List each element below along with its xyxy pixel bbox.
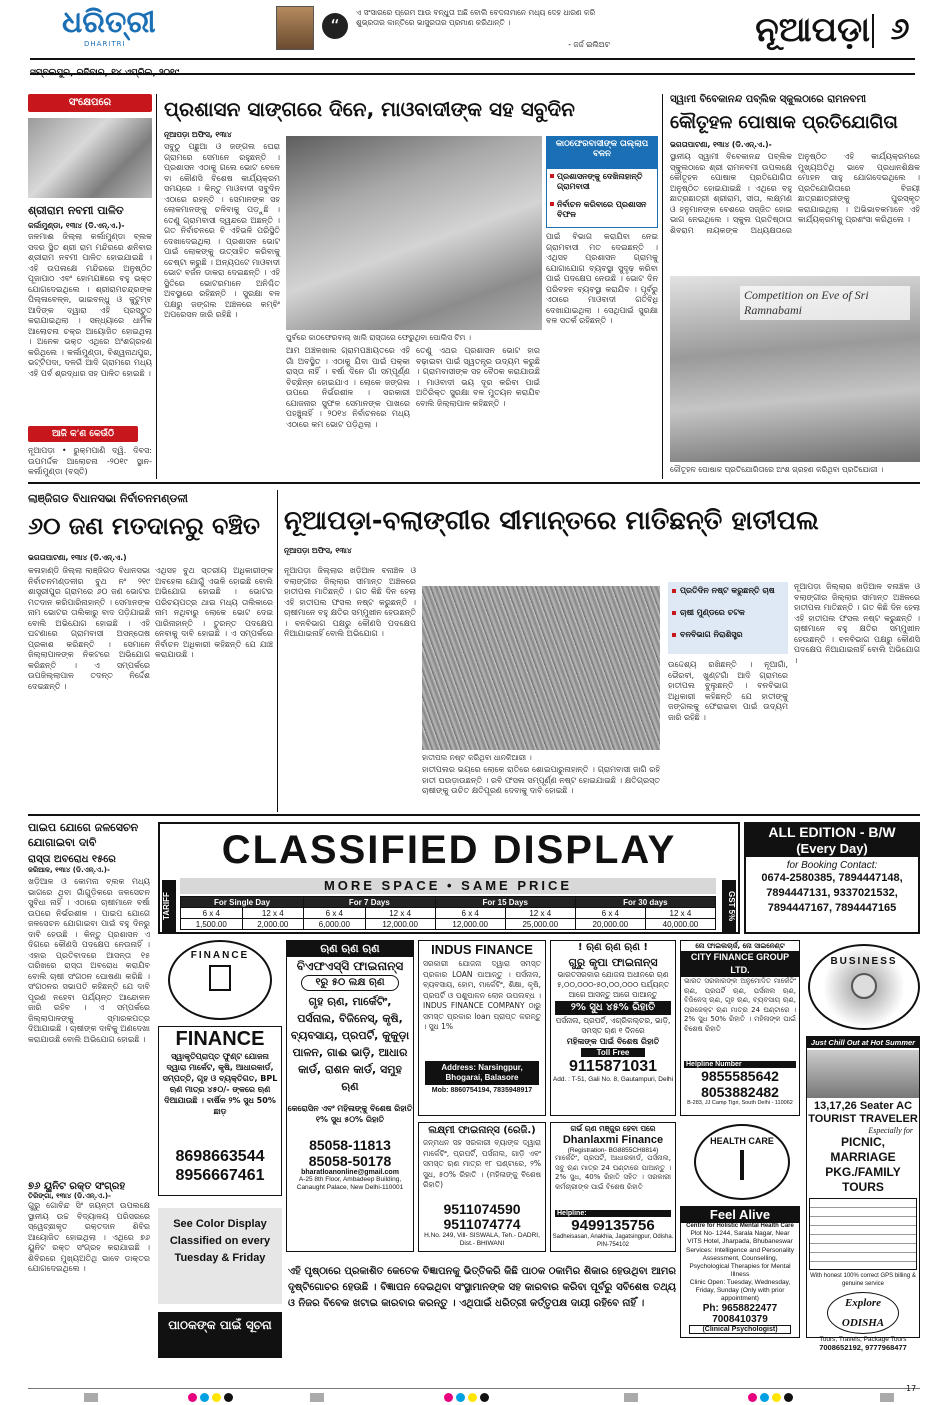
story1-col4: ତେଣୁ ଏଥର ପ୍ରଶାସନ ଭୋଟ ହାର ବଢ଼ାଇବା ପାଇଁ ସ୍ୱତନ୍ତ୍ର ଉଦ୍ୟମ କରୁଛି । ଗ୍ରାମବାସୀଙ୍କ ସହ ବୈଠକ କରାଯାଉଛି । ମାଓବାଦୀ ଭୟ ଦୂର କରିବା ପାଇଁ ଅତିରିକ୍ତ ସୁରକ୍ଷା ବଳ ମୁତୟନ କରାଯିବ ବୋଲି ଜିଲ୍ଲାପାଳ କହିଛନ୍ତି । [416, 346, 540, 408]
bfsi-phone: 85058-50178 [308, 1153, 392, 1169]
indus-body: ସରକାରୀ ଯୋଜନା ଦ୍ୱାରା ସମସ୍ତ ପ୍ରକାର LOAN ପାଆନ୍ତୁ । ପର୍ସନାଲ, ବ୍ୟବସାୟ, ହୋମ, ମାର୍କେଟିଂ, ଶିକ୍ଷା, କୃଷି, ପ୍ରପର୍ଟି ଓ ପଶୁପାଳନ ଲୋନ ଉପଲବ୍ଧ । INDUS FINANCE COMPANY ଠାରୁ ସମସ୍ତ ପ୍ରକାର loan ପ୍ରାପ୍ତ କରନ୍ତୁ । ସୁଧ 1% [423, 959, 541, 1031]
story2-pre-headline: ସ୍ୱାମୀ ବିବେକାନନ୍ଦ ପବ୍ଲିକ ସ୍କୁଲଠାରେ ରାମନବମୀ [670, 94, 867, 105]
author-portrait [276, 6, 314, 50]
story4-sidebar-item: ପ୍ରତିଦିନ ନଷ୍ଟ କରୁଛନ୍ତି ଚାଷ [668, 582, 788, 604]
story1-photo-caption: ପୁର୍ବରେ କାଠଫେରବାଲ୍ ଖାଲି ରାସ୍ତାରେ ଫେରୁଥିବା ପୋଲିସ ଟିମ । [286, 333, 471, 342]
story1-dateline: ନୂଆପଡ଼ା ଅଫିସ, ୧୩ା୪ [164, 130, 232, 139]
print-number: 17 [906, 1384, 917, 1393]
story1-col3: ଆମ ଅଞ୍ଚଳଖାଲ ଗ୍ରାମପଞ୍ଚାୟତରେ ଏହି ଗାଁ ଅବସ୍ଥିତ । ଏଠାକୁ ଯିବା ପାଇଁ ପକ୍କା ରାସ୍ତା ନାହିଁ । ବର୍ଷା ଦିନେ ଗାଁ ସମ୍ପୂର୍ଣ୍ଣ ବିଚ୍ଛିନ୍ନ ହୋଇଯାଏ । ଲୋକେ ଜଙ୍ଗଲ ଉପରେ ନିର୍ଭରଶୀଳ । ସରକାରୀ ଯୋଜନାର ସୁଫଳ ସେମାନଙ୍କ ପାଖରେ ପହଞ୍ଚୁନାହିଁ । ୨୦୧୪ ନିର୍ବାଚନରେ ମଧ୍ୟ ଏଠାରେ କମ ଭୋଟ ପଡ଼ିଥିଲା । [286, 346, 410, 429]
feel-phone: Ph: 9658822477 [702, 1303, 778, 1314]
column-rule [662, 94, 663, 479]
bus-photo [807, 1050, 919, 1098]
column-rule [277, 490, 278, 812]
classified-header [158, 822, 740, 934]
bullet-icon [672, 633, 676, 637]
reg-mark [624, 1393, 638, 1402]
dhan-title: Dhanlaxmi Finance [562, 1134, 664, 1146]
booking-label: for Booking Contact: [786, 860, 878, 871]
today-text: ନୂଆପଡ଼ା • ରୁକ୍ମପାଣି ଦ୍ୱି. ଦିବସ: ଉପମର୍ଦ୍ଦକ ଆଲୋଚନା -୨୦୧୯ ସ୍ଥାନ- କର୍ଲାମୁଣ୍ଡା (ବସ୍ତି) [28, 446, 152, 476]
today-badge: ଆଜି କ'ଣ କେଉଁଠି [28, 426, 138, 442]
edition-sub: (Every Day) [746, 841, 918, 857]
quote-author: - ଜର୍ଜ ଇଲିଅଟ [568, 40, 610, 49]
health-care-title: HEALTH CARE [710, 1136, 774, 1146]
laxmi-body: ଜନ୍ମଧନ ସହ ସରକାରୀ ବ୍ୟାଙ୍କ ଦ୍ୱାରା ମାର୍କେଟିଂ, ପ୍ରପର୍ଟି, ପର୍ସନାଲ, ଗାଡ଼ି ଏବଂ ସମସ୍ତ ଋଣ ମାତ୍ର ୧୮ ଘଣ୍ଟାରେ, ୨% ସୁଧ, ୫୦% ରିହାତି । (ମହିଳାଙ୍କୁ ବିଶେଷ ରିହାତି) [423, 1138, 541, 1189]
story5-kicker: ରାସ୍ତା ଅବରୋଧ ୧୫ରେ [28, 854, 116, 865]
tariff-period: For Single Day [181, 897, 304, 908]
story4-sidebar [668, 582, 788, 654]
finance-panel [158, 1026, 282, 1196]
section-name: ନୂଆପଡ଼ା [755, 10, 870, 50]
edition-title: ALL EDITION - B/W [746, 824, 918, 841]
section-divider [872, 14, 874, 48]
health-care-logo [694, 1124, 790, 1200]
reg-mark [212, 1393, 221, 1402]
reg-mark [468, 1393, 477, 1402]
tariff-price: 40,000.00 [645, 919, 715, 930]
reg-mark [224, 1393, 233, 1402]
brief-photo [28, 118, 152, 198]
story5-sub-headline: ୭୬ ୟୁନିଟ ରକ୍ତ ସଂଗ୍ରହ [28, 1181, 126, 1192]
story5-sub-body: ଗୁରୁ ଗୋବିନ୍ଦ ସିଂ ଜୟନ୍ତୀ ଉପଲକ୍ଷେ ସ୍ଥାନୀୟ ଉଚ୍ଚ ବିଦ୍ୟାଳୟ ପରିସରରେ ସ୍ୱେଚ୍ଛାକୃତ ରକ୍ତଦାନ ଶିବିର ଆୟୋଜିତ ହୋଇଥିଲା । ଏଥିରେ ୭୬ ୟୁନିଟ ରକ୍ତ ସଂଗ୍ରହ କରାଯାଇଛି । ଶିବିରରେ ମୁଖ୍ୟଅତିଥି ଭାବେ ଡାକ୍ତର ଯୋଗଦେଇଥିଲେ । [28, 1201, 150, 1273]
city-body: ଭାରତ ସରକାରଙ୍କ ଅନୁମୋଦିତ ମାର୍କେଟିଂ ଋଣ, ପ୍ରପର୍ଟି ଋଣ, ପର୍ସନାଲ ଋଣ, ବିଜିନେସ୍ ଋଣ, ଗୃହ ଋଣ, ବ୍ୟବସାୟ ଋଣ, ପ୍ରଜେକ୍ଟ ଋଣ ମାତ୍ର 24 ଘଣ୍ଟାରେ । 2% ସୁଧ 50% ରିହାତି । ମହିଳାଙ୍କ ପାଇଁ ବିଶେଷ ରିହାତି [684, 977, 796, 1033]
reg-mark [760, 1393, 769, 1402]
ad-indus [418, 940, 546, 1116]
registration-marks [0, 1384, 945, 1405]
city-top: ନୋ ଫାଇଲଚାର୍ଜ, ନୋ ସାଇନେଣ୍ଟ [695, 942, 785, 950]
story4-sidebar-item: ବନବିଭାଗ ନିରାଶିସ୍ତ୍ର [668, 626, 788, 648]
tariff-period: For 7 Days [304, 897, 436, 908]
ad-laxmi [418, 1122, 546, 1252]
bullet-icon [550, 174, 554, 178]
travel-title: PICNIC, MARRIAGE PKG./FAMILY TOURS [825, 1135, 901, 1194]
ad-see-color [158, 1208, 282, 1304]
indus-title: INDUS FINANCE [431, 942, 533, 957]
ad-city-finance [680, 940, 800, 1116]
tariff-label: TARIFF [162, 880, 176, 932]
story3-col2: ଏଥିସହ ବୁଥ ସ୍ତରୀୟ ଅଧିକାରୀଙ୍କ ଅବହେଳା ଯୋଗୁଁ ଏଭଳି ହୋଇଛି ବୋଲି ଅଭିଯୋଗ ହୋଇଛି । ଭୋଟର ପରିଚୟପତ୍ର ଥାଇ ମଧ୍ୟ ତାଲିକାରେ ନାମ ନଥିବାରୁ ଲୋକେ ଭୋଟ ଦେଇ ପାରିନାହାନ୍ତି । ତୁରନ୍ତ ପଦକ୍ଷେପ ନେବାକୁ ଦାବି ହୋଇଛି । ଏ ସମ୍ପର୍କରେ ନିର୍ବାଚନ ଅଧିକାରୀ କହିଛନ୍ତି ଯେ ଯାଞ୍ଚ କରାଯାଉଛି । [155, 566, 273, 659]
reg-mark [84, 1393, 98, 1402]
finance-body: ସ୍ୱାକୃତିପ୍ରାପ୍ତ ଫୁଣ୍ଟ ଯୋଜନା ଦ୍ୱାରା ମାର୍କେଟ, କୃଷି, ଆଧାରକାର୍ଡ, ସମ୍ପତ୍ତି, ଗୃହ ଓ ବ୍ୟକ୍ତିଗତ, BPL ଋଣ ମାତ୍ର ୪୫୦/- ଙ୍କରେ ଋଣ ଦିଆଯାଉଛି । ବାର୍ଷିକ ୨% ସୁଧ 50% ଛାଡ଼ [162, 1052, 278, 1116]
bfsi-top: ଋଣ ଋଣ ଋଣ [287, 941, 413, 957]
story3-dateline: ଭଗତାପାଟଣା, ୧୩ା୪ (ଡି.ଏନ୍.ଏ.) [28, 553, 127, 562]
story5-body: ଖଡ଼ିଆଳ ଓ କୋମନା ବ୍ଲକ ମଧ୍ୟ ଭାଗରେ ଥିବା ଗାଁଗୁଡ଼ିକରେ ଜଳସେଚନ ସୁବିଧା ନାହିଁ । ଏଠାରେ ଚାଷୀମାନେ ବର୍ଷା ଉପରେ ନିର୍ଭରଶୀଳ । ପାଇପ ଯୋଗେ ଜଳସେଚନ ଯୋଗାଇବା ପାଇଁ ବହୁ ଦିନରୁ ଦାବି ହେଉଛି । କିନ୍ତୁ ପ୍ରଶାସନ ଏ ଦିଗରେ କୌଣସି ପଦକ୍ଷେପ ନେଉନାହିଁ । ଏହାର ପ୍ରତିବାଦରେ ଆସନ୍ତା ୧୫ ତାରିଖରେ ରାସ୍ତା ଅବରୋଧ କରାଯିବ ବୋଲି ଚାଷୀ ସଂଗଠନ ଘୋଷଣା କରିଛି । ସଂଗଠନର ସଭାପତି କହିଛନ୍ତି ଯେ ଦାବି ପୂରଣ ନହେବା ପର୍ଯ୍ୟନ୍ତ ଆନ୍ଦୋଳନ ଜାରି ରହିବ । ଏ ସମ୍ପର୍କରେ ଜିଲ୍ଲାପାଳଙ୍କୁ ସ୍ମାରକପତ୍ର ଦିଆଯାଇଛି । ଚାଷୀଙ୍କ ଦାବିକୁ ଅଣଦେଖା କରାଯାଉଛି ବୋଲି ଅଭିଯୋଗ ହୋଇଛି । [28, 877, 150, 1044]
laxmi-phone: 9511074590 [443, 1201, 521, 1217]
tariff-price: 6,000.00 [304, 919, 366, 930]
travel-top: Just Chill Out at Hot Summer [807, 1037, 919, 1048]
story2-body: ସ୍ଥାନୀୟ ସ୍ୱାମୀ ବିବେକାନନ୍ଦ ପବ୍ଲିକ ସ୍କୁଲଠାରେ ଶ୍ରୀ ରାମନବମୀ ଉପଲକ୍ଷେ କୌତୂହଳ ପୋଷାକ ପ୍ରତିଯୋଗିତା ଅନୁଷ୍ଠିତ ହୋଇଯାଇଛି । ଏଥିରେ ବହୁ ଛାତ୍ରଛାତ୍ରୀ ଶ୍ରୀରାମ, ସୀତା, ଲକ୍ଷ୍ମଣ ଓ ହନୁମାନଙ୍କ ବେଶରେ ସଜ୍ଜିତ ହୋଇ ଭାଗ ନେଇଥିଲେ । ସ୍କୁଲ ପ୍ରତିଷ୍ଠାତା ଶିବରାମ ନାୟକଙ୍କ ଅଧ୍ୟକ୍ଷତାରେ ଅନୁଷ୍ଠିତ ଏହି କାର୍ଯ୍ୟକ୍ରମରେ ମୁଖ୍ୟଅତିଥି ଭାବେ ପ୍ରଧାନଶିକ୍ଷକ ମୋହନ ସାହୁ ଯୋଗଦେଇଥିଲେ । ପ୍ରତିଯୋଗିତାରେ ବିଜୟୀ ଛାତ୍ରଛାତ୍ରୀଙ୍କୁ ପୁରସ୍କୃତ କରାଯାଇଥିଲା । ଅଭିଭାବକମାନେ ଏହି କାର୍ଯ୍ୟକ୍ରମକୁ ପ୍ରଶଂସା କରିଥିଲେ । [670, 152, 920, 235]
story4-photo [422, 586, 660, 750]
guru-rate: ୨% ସୁଧ ୪୫% ରିହାତି [555, 1001, 671, 1015]
story2-headline: କୌତୂହଳ ପୋଷାକ ପ୍ରତିଯୋଗିତା [670, 112, 898, 133]
business-logo-text: BUSINESS [830, 956, 898, 967]
story2-photo-banner: Competition on Eve of Sri Ramnabami [740, 286, 910, 320]
city-addr: B-283, JJ Camp Tigri, South Delhi - 110062 [687, 1100, 793, 1106]
reg-mark [444, 1393, 453, 1402]
coin-icon [851, 973, 877, 999]
see-color-text: See Color Display Classified on every Tuesday & Friday [169, 1218, 271, 1264]
story1-photo [286, 136, 542, 330]
logo [62, 6, 182, 50]
story2-dateline: ଭଗତାପାଟଣା, ୧୩ା୪ (ଡି.ଏନ୍.ଏ.)- [670, 140, 772, 149]
reg-mark [188, 1393, 197, 1402]
story1-sidebar-item: ପ୍ରଶାସନଙ୍କୁ ଦେଖିନାହାନ୍ତି ଗ୍ରାମବାସୀ [547, 169, 657, 197]
dhan-addr: Sadheisasan, Anakhia, Jagatsingpur, Odisha. PIN-754102 [552, 1234, 674, 1248]
story2-photo-caption: କୌତୂହଳ ପୋଷାକ ପ୍ରତିଯୋଗିତାରେ ଅଂଶ ଗ୍ରହଣ କରିଥିବା ପ୍ରତିଯୋଗୀ । [670, 465, 884, 474]
story4-col3: ଉଦ୍ଦେଶ୍ୟ ରଖିଛନ୍ତି । ନୂଆଗାଁ, ଭୈରବୀ, ଖୁଣ୍ଟଗାଁ ଆଦି ଗ୍ରାମରେ ହାତୀପଲ ବୁଲୁଛନ୍ତି । ବନବିଭାଗ ଅଧିକାରୀ କହିଛନ୍ତି ଯେ ହାତୀଙ୍କୁ ଜଙ୍ଗଲକୁ ଫେରାଇବା ପାଇଁ ଉଦ୍ୟମ ଜାରି ରହିଛି । [668, 660, 788, 722]
reg-mark [456, 1393, 465, 1402]
logo-sub: DHARITRI [84, 40, 126, 48]
bfsi-web: bharatloanonline@gmail.com [301, 1169, 399, 1176]
tariff-size: 12 x 4 [645, 908, 715, 919]
bfsi-title: ବିଏଫଏସ୍ସି ଫାଇନାନ୍ସ [296, 959, 404, 973]
ad-travel [806, 1036, 920, 1352]
indus-mob: Mob: 8860754194, 7835948917 [431, 1087, 533, 1094]
brief-column [28, 94, 152, 479]
city-phone: 9855585642 [701, 1068, 779, 1084]
laxmi-addr: H.No. 249, Vill- SISWALA, Teh.- DADRI, Dist.- BHIWANI [424, 1232, 540, 1247]
story1-sidebar [546, 136, 658, 228]
brief-dateline: କର୍ଲାମୁଣ୍ଡା, ୧୩ା୪ (ଡି.ଏନ୍.ଏ.)- [28, 221, 125, 230]
document-icon [209, 965, 231, 991]
caduceus-icon [740, 1150, 744, 1180]
feel-addr: Plot No- 1244, Sarala Nagar, Near VITS Hotel, Jharpada, Bhubaneswar [687, 1230, 793, 1245]
story1-headline: ପ୍ରଶାସନ ସାଙ୍ଗରେ ଦିନେ, ମାଓବାଦୀଙ୍କ ସହ ସବୁଦିନ [164, 97, 575, 121]
guru-types: ପର୍ସନାଲ, ପ୍ରପର୍ଟି, ଏଗ୍ରିକଲ୍ଚର, ଭାଡ଼ି, ସମସ୍ତ ଋଣ ୧ ଦିନରେ [555, 1016, 671, 1035]
reg-mark [880, 1393, 894, 1402]
tariff-size: 6 x 4 [435, 908, 505, 919]
laxmi-phone: 9511074774 [443, 1216, 521, 1232]
feel-services: Services: Intelligence and Personality Assessment, Counselling, Psychological Therapies for Mental Illness [685, 1247, 795, 1278]
bfsi-phone: 85058-11813 [309, 1137, 391, 1153]
bfsi-addr: A-25 8th Floor, Ambadeep Building, Canaught Palace, New Delhi-110001 [296, 1176, 404, 1191]
story1-sidebar-item: ନିର୍ବାଚନ କରିବାରେ ପ୍ରଶାସନ ବିଫଳ [547, 197, 657, 225]
edition-box [744, 822, 920, 934]
finance-logo-text: FINANCE [190, 950, 250, 961]
story3-kicker: ଲାଞ୍ଜିଗଡ ବିଧାନସଭା ନିର୍ବାଚନମଣ୍ଡଳୀ [28, 492, 188, 505]
logo-text: ଧରିତ୍ରୀ [62, 5, 156, 40]
ad-finance [158, 940, 282, 1200]
tariff-size: 6 x 4 [575, 908, 645, 919]
story5 [28, 820, 150, 1335]
story4-sidebar-item: ଚାଷୀ ମୁଣ୍ଡରେ ଚଟକ [668, 604, 788, 626]
tariff-price: 12,000.00 [435, 919, 505, 930]
dateline-bar [30, 58, 915, 78]
travel-phone: 7008652192, 9777968477 [819, 1343, 907, 1352]
booking-phones: 0674-2580385, 7894447148, 7894447131, 9337021532, 7894447167, 7894447165 [761, 872, 903, 914]
tariff-size: 6 x 4 [181, 908, 243, 919]
tariff-price: 25,000.00 [505, 919, 575, 930]
bfsi-body: ଗୃହ ଋଣ, ମାର୍କେଟିଂ, ପର୍ସନାଲ, ବିଜିନେସ୍, କୃଷି, ବ୍ୟବସାୟ, ପ୍ରପର୍ଟି, କୁକୁଡ଼ା ପାଳନ, ଗାଈ ଭାଡ଼ି, ଆଧାର କାର୍ଡ, ରାଶନ କାର୍ଡ, ସମୁହ ଋଣ [290, 995, 410, 1093]
tariff-period: For 15 Days [435, 897, 575, 908]
story4-col1: ନୂଆପଡ଼ା ଜିଲ୍ଲାର ଖଡ଼ିଆଳ ବନାଞ୍ଚଳ ଓ ବଲାଙ୍ଗୀର ଜିଲ୍ଲାର ସୀମାନ୍ତ ଅଞ୍ଚଳରେ ହାତୀପଲ ମାତିଛନ୍ତି । ଗତ କିଛି ଦିନ ହେଲା ଏହି ହାତୀପଲ ଫସଲ ନଷ୍ଟ କରୁଛନ୍ତି । ଚାଷୀମାନେ ବହୁ କ୍ଷତିର ସମ୍ମୁଖୀନ ହେଉଛନ୍ତି । ବନବିଭାଗ ପକ୍ଷରୁ କୌଣସି ପଦକ୍ଷେପ ନିଆଯାଇନାହିଁ ବୋଲି ଅଭିଯୋଗ । [284, 566, 416, 638]
story3-col1: କଳାହାଣ୍ଡି ଜିଲ୍ଲା ଲାଞ୍ଜିଗଡ ବିଧାନସଭା ନିର୍ବାଚନମଣ୍ଡଳୀର ବୁଥ ନଂ ୨୧୯ ଶାସ୍ତ୍ରୀପୁର ଗ୍ରାମରେ ୬୦ ଜଣ ଭୋଟର ମତଦାନ କରିପାରିନାହାନ୍ତି । ସେମାନଙ୍କ ନାମ ଭୋଟର ତାଲିକାରୁ ବାଦ ପଡ଼ିଯାଇଛି ବୋଲି ଅଭିଯୋଗ ହୋଇଛି । ଏହି ଘଟଣାରେ ଗ୍ରାମବାସୀ ଅସନ୍ତୋଷ ପ୍ରକାଶ କରିଛନ୍ତି । ସେମାନେ ଜିଲ୍ଲାପାଳଙ୍କ ନିକଟରେ ଅଭିଯୋଗ କରିଛନ୍ତି । ଏ ସମ୍ପର୍କରେ ଉପଜିଲ୍ଲାପାଳ ତଦନ୍ତ ନିର୍ଦ୍ଦେଶ ଦେଇଛନ୍ତି । [28, 566, 150, 691]
guru-title: ଗୁରୁ କୃପା ଫାଇନାନ୍ସ [568, 956, 658, 969]
travel-rate-grid [809, 1198, 917, 1270]
bfsi-range: ୧ରୁ ୫୦ ଲକ୍ଷ ଋଣ [301, 975, 399, 991]
reg-mark [784, 1393, 793, 1402]
feel-sub: Centre for Holistic Mental Health Care [686, 1223, 794, 1229]
notice-title-box [158, 1312, 282, 1358]
dhan-reg: (Registration- BG8855CH8814) [567, 1147, 659, 1154]
ad-feel-alive [680, 1206, 800, 1338]
section-rule [28, 482, 920, 484]
dhan-phone: 9499135756 [571, 1217, 655, 1234]
story5-headline: ପାଇପ ଯୋଗେ ଜଳସେଚନ ଯୋଗାଇବା ଦାବି [28, 821, 139, 849]
story5-dateline: ଜରିଆଳ, ୧୩ା୪ (ଡି.ଏନ୍.ଏ.)- [28, 866, 110, 874]
story2-photo [670, 276, 920, 462]
feel-phone: 7008410379 [712, 1314, 768, 1325]
reg-mark [310, 1393, 324, 1402]
business-logo [808, 944, 920, 1030]
masthead [0, 0, 945, 80]
page-number: ୬ [890, 12, 910, 47]
finance-phone: 8956667461 [175, 1167, 265, 1184]
tariff-table [180, 896, 716, 930]
story4-photo-caption: ହାତୀପଲ ନଷ୍ଟ କରିଥିବା ଧାନକିଆରୀ । [422, 753, 532, 762]
story4-headline: ନୂଆପଡ଼ା-ବଲାଙ୍ଗୀର ସୀମାନ୍ତରେ ମାତିଛନ୍ତି ହାତୀପଲ [284, 506, 819, 536]
bfsi-note: କେରୋସିନ ଏବଂ ମହିଳାଙ୍କୁ ବିଶେଷ ରିହାତି ୧% ସୁଧ ୫୦% ରିହାତି [287, 1104, 413, 1124]
tariff-price: 2,000.00 [242, 919, 304, 930]
story4-col4: ନୂଆପଡ଼ା ଜିଲ୍ଲାର ଖଡ଼ିଆଳ ବନାଞ୍ଚଳ ଓ ବଲାଙ୍ଗୀର ଜିଲ୍ଲାର ସୀମାନ୍ତ ଅଞ୍ଚଳରେ ହାତୀପଲ ମାତିଛନ୍ତି । ଗତ କିଛି ଦିନ ହେଲା ଏହି ହାତୀପଲ ଫସଲ ନଷ୍ଟ କରୁଛନ୍ତି । ଚାଷୀମାନେ ବହୁ କ୍ଷତିର ସମ୍ମୁଖୀନ ହେଉଛନ୍ତି । ବନବିଭାଗ ପକ୍ଷରୁ କୌଣସି ପଦକ୍ଷେପ ନିଆଯାଇନାହିଁ ବୋଲି ଅଭିଯୋଗ । [794, 582, 920, 665]
indus-addr: Address: Narsingpur, Bhogarai, Balasore [425, 1061, 539, 1085]
story1-sidebar-title: କାଠଫେରବାସୀଙ୍କ ତାଲ୍ଲାପ ବଳନ [547, 137, 657, 169]
dhan-body: ମାର୍କେଟିଂ, ପ୍ରପର୍ଟି, ଆଧାରକାର୍ଡ, ପର୍ସନାଲ, ସବୁ ଋଣ ମାତ୍ର 24 ଘଣ୍ଟାରେ ପାଆନ୍ତୁ । 2% ସୁଧ, 40% ରିହାତି ସହିତ । ସରକାରୀ କର୍ମଚାରୀଙ୍କ ପାଇଁ ବିଶେଷ ରିହାତି [555, 1154, 671, 1191]
tariff-price: 1,500.00 [181, 919, 243, 930]
notice-body: ଏହି ପୃଷ୍ଠାରେ ପ୍ରକାଶିତ କେତେକ ବିଜ୍ଞାପନକୁ ଭିତ୍ତିକରି କିଛି ପାଠକ ଠକାମିର ଶିକାର ହେଉଥିବା ଆମର ଦୃଷ୍ଟିଗୋଚର ହେଉଛି । ବିଜ୍ଞାପନ ଦେଇଥିବା ସଂସ୍ଥାମାନଙ୍କ ସହ କାରବାର କରିବା ପୂର୍ବରୁ ସବିଶେଷ ତଥ୍ୟ ଓ ନିଜର ବିବେକ ଖଟାଇ କାରବାର କରନ୍ତୁ । ଏଥିପାଇଁ ଧରିତ୍ରୀ କର୍ତ୍ତୃପକ୍ଷ ଦାୟୀ ରହିବେ ନାହିଁ । [288, 1266, 676, 1309]
classified-title: CLASSIFIED DISPLAY [221, 828, 677, 872]
tariff-size: 6 x 4 [304, 908, 366, 919]
section-rule [28, 814, 920, 816]
reg-mark [200, 1393, 209, 1402]
guru-phone: 9115871031 [568, 1058, 658, 1075]
dateline: ସମ୍ବଲପୁର, ରବିବାର, ୧୪ ଏପ୍ରିଲ, ୨୦୧୯ [30, 68, 180, 78]
gst-label: GST 5% [722, 880, 736, 932]
feel-clinic: Clinic Open: Tuesday, Wednesday, Friday, Sunday (Only with prior appointment) [689, 1279, 791, 1302]
brief-body: ଜଳମାଈ ଜିଲ୍ଲା କର୍ଲାମୁଣ୍ଡା ବ୍ଲକ ସଦର ସ୍ଥିତ ଶ୍ରୀ ରାମ ମନ୍ଦିରରେ ଶନିବାର ଶ୍ରୀରାମ ନବମୀ ପାଳିତ ହୋଇଯାଇଛି । ଏହି ଉପଲକ୍ଷେ ମନ୍ଦିରରେ ଅନୁଷ୍ଠିତ ପୂଜାପାଠ ଏବଂ ହୋମଯଜ୍ଞରେ ବହୁ ଭକ୍ତ ଯୋଗଦେଇଥିଲେ । ଶ୍ରୀରାମଚନ୍ଦ୍ରଙ୍କ ପିଲ୍ଳାବେଳ୍ଳ, ଭାଇବନ୍ଧୁ ଓ କୁଟୁମ୍ବ ଆଦିଙ୍କ ଦ୍ୱାରା ଏହି ପ୍ରସ୍ତୁତ କରାଯାଇଥିଲା । ସନ୍ଧ୍ୟାରେ ଧାର୍ମିକ ଆଲୋଚନା ଚକ୍ର ଆୟୋଜିତ ହୋଇଥିଲା । ଅନେକ ଭକ୍ତ ଏଥିରେ ଅଂଶଗ୍ରହଣ କରିଥିଲେ । କର୍ଲାମୁଣ୍ଡା, ବିଶ୍ୱନାଥପୁର, ଭଟ୍ଟିପଦା, ଦଳଗଁ ଆଦି ଗ୍ରାମରେ ମଧ୍ୟ ଏହି ପର୍ବ ଶ୍ରଦ୍ଧାର ସହ ପାଳିତ ହୋଇଛି । [28, 232, 152, 378]
tariff-price: 20,000.00 [575, 919, 645, 930]
city-help: Helpline Number [684, 1061, 796, 1068]
story4-dateline: ନୂଆପଡ଼ା ଅଫିସ, ୧୩ା୪ [284, 546, 352, 555]
guru-body: ଭାରତସରକାର ଯୋଜନା ଅଧୀନରେ ଋଣ ୫,୦୦,୦୦୦-୫୦,୦୦,୦୦୦ ପର୍ଯ୍ୟନ୍ତ ଆଗେ ଆସନ୍ତୁ ଆଗେ ପାଆନ୍ତୁ [556, 970, 670, 999]
travel-tag: Tours, Travels, Package Tours [819, 1336, 907, 1343]
story5-sub-dateline: ତିରିଙ୍ଗା, ୧୩ା୪ (ଡି.ଏନ୍.ଏ.)- [28, 1192, 111, 1200]
bullet-icon [672, 611, 676, 615]
bullet-icon [550, 202, 554, 206]
bullet-icon [672, 589, 676, 593]
travel-seats: 13,17,26 Seater AC TOURIST TRAVELER [808, 1100, 918, 1125]
finance-title: FINANCE [175, 1028, 265, 1050]
travel-note: With honest 100% correct GPS billing & genuine service [810, 1273, 916, 1287]
laxmi-title: ଲକ୍ଷ୍ମୀ ଫାଇନାନ୍ସ (ରେଜି.) [428, 1125, 536, 1136]
tariff-size: 12 x 4 [365, 908, 435, 919]
reg-mark [772, 1393, 781, 1402]
dhan-top: ଗର୍ଭ ଋଣ ମଞ୍ଜୁର ହେବା ପରେ [570, 1124, 656, 1133]
classified-tagline: MORE SPACE • SAME PRICE [180, 878, 716, 894]
dhan-help: Helpline: [555, 1210, 671, 1217]
quote-icon: “ [322, 13, 348, 39]
guru-note: ମହିଳାଙ୍କ ପାଇଁ ବିଶେଷ ରିହାତି [566, 1037, 660, 1046]
ad-bfsi [286, 940, 414, 1252]
guru-addr: Add. : T-51, Gali No. 8, Gautampuri, Delhi [552, 1076, 674, 1083]
story3-headline: ୬୦ ଜଣ ମତଦାନରୁ ବଞ୍ଚିତ [28, 512, 260, 540]
ad-dhanlaxmi [550, 1122, 676, 1252]
travel-special: Especially for [868, 1126, 913, 1135]
finance-phone: 8698663544 [175, 1148, 265, 1165]
tariff-price: 12,000.00 [365, 919, 435, 930]
city-title: CITY FINANCE GROUP LTD. [681, 951, 799, 977]
tariff-size: 12 x 4 [505, 908, 575, 919]
story4-col2: ହାତୀପଲର ଭୟରେ ଲୋକେ ରାତିରେ ଶୋଇପାରୁନାହାନ୍ତି । ଗ୍ରାମବାସୀ ଜାଗି ରହି ହାତୀ ଘଉଡ଼ାଉଛନ୍ତି । ରବି ଫସଲ ସମ୍ପୂର୍ଣ୍ଣ ନଷ୍ଟ ହୋଇଯାଇଛି । କ୍ଷତିଗ୍ରସ୍ତ ଚାଷୀଙ୍କୁ ଉଚିତ କ୍ଷତିପୂରଣ ଦେବାକୁ ଦାବି ହୋଇଛି । [422, 765, 660, 795]
feel-doc: (Clinical Psychologist) [689, 1325, 791, 1334]
column-rule [156, 94, 157, 479]
guru-toll: Toll Free [581, 1048, 645, 1057]
travel-brand: Explore ODISHA [827, 1292, 899, 1334]
story1-col1: ସବୁଠୁ ପଛୁଆ ଓ ଜଙ୍ଗଲ ଘେରା ଗ୍ରାମରେ ସେମାନେ ରହୁଛନ୍ତି । ପ୍ରଶାସନ ଏଠାକୁ ଗଲେ ଭୋଟ ବେଳେ ବା କୌଣସି ବିଶେଷ କାର୍ଯ୍ୟକ୍ରମ ସମୟରେ । କିନ୍ତୁ ମାଓବାଦୀ ସବୁଦିନ ଏଠାରେ ରହନ୍ତି । ସେମାନଙ୍କ ସହ ଲୋକମାନଙ୍କୁ ଚଳିବାକୁ ପଡ଼ୁଛି । ତେଣୁ ଗ୍ରାମବାସୀ ଦ୍ୱନ୍ଦରେ ଅଛନ୍ତି । ଗତ ନିର୍ବାଚନରେ ବି ଏହିଭଳି ପରିସ୍ଥିତି ଦେଖାଦେଇଥିଲା । ପ୍ରଶାସନ ଭୋଟ ପାଇଁ ଲୋକଙ୍କୁ ଉତ୍ସାହିତ କରିବାକୁ ଚେଷ୍ଟା କରୁଛି । ଅନ୍ୟପଟେ ମାଓବାଦୀ ଭୋଟ ବର୍ଜନ ଡାକରା ଦେଇଛନ୍ତି । ଏହି ସ୍ଥିତିରେ ଭୋଟରମାନେ ଅନିଶ୍ଚିତ ଅବସ୍ଥାରେ ରହିଛନ୍ତି । ସୁରକ୍ଷା ବଳ ପକ୍ଷରୁ ଜଙ୍ଗଲ ଅଞ୍ଚଳରେ କମ୍ବିଂ ଅପରେସନ ଜାରି ରହିଛି । [164, 142, 280, 319]
tariff-period: For 30 days [575, 897, 715, 908]
feel-title: Feel Alive [681, 1207, 799, 1223]
guru-top: ! ଋଣ ଋଣ ଋଣ ! [578, 942, 648, 953]
tariff-size: 12 x 4 [242, 908, 304, 919]
ad-guru [550, 940, 676, 1116]
story1-col5: ପାଇଁ ବିଭାଗ କରାଯିବା ନେଇ ଗ୍ରାମବାସୀ ମତ ଦେଇଛନ୍ତି । ଏଥିସହ ପ୍ରଶାସନ ଗ୍ରାମକୁ ଯୋଗାଯୋଗ ବ୍ୟବସ୍ଥା ସୁଦୃଢ଼ କରିବା ପାଇଁ ପଦକ୍ଷେପ ନେଉଛି । ଭୋଟ ଦିନ ପରିବହନ ବ୍ୟବସ୍ଥା କରାଯିବ । ପୂର୍ବରୁ ଏଠାରେ ମାଓବାଦୀ ଗତିବିଧି ଦେଖାଯାଇଥିଲା । ସେଥିପାଇଁ ସୁରକ୍ଷା ବଳ ସତର୍କ ରହିଛନ୍ତି । [546, 232, 658, 325]
reg-mark [748, 1393, 757, 1402]
notice-title: ପାଠକଙ୍କ ପାଇଁ ସୂଚନା [168, 1318, 272, 1332]
brief-badge: ସଂକ୍ଷେପରେ [28, 94, 152, 112]
finance-logo [168, 940, 272, 1020]
quote-text: ଏ ସଂସାରରେ ପ୍ରେମ ଆଉ ବନ୍ଧୁତା ଅଛି ବୋଲି ବେଦନାମାନେ ମଧ୍ୟ ଦେହ ଧାରଣ କରି ଶୁଭ୍ରତାର କାନ୍ତିରେ ଭାସୁରତାର ପ୍ରମାଣ କରିଥାନ୍ତି । [356, 8, 596, 27]
footer-rule [28, 1388, 920, 1389]
city-phone: 8053882482 [701, 1084, 779, 1100]
reg-mark [480, 1393, 489, 1402]
brief-title: ଶ୍ରୀରାମ ନବମୀ ପାଳିତ [28, 204, 124, 217]
